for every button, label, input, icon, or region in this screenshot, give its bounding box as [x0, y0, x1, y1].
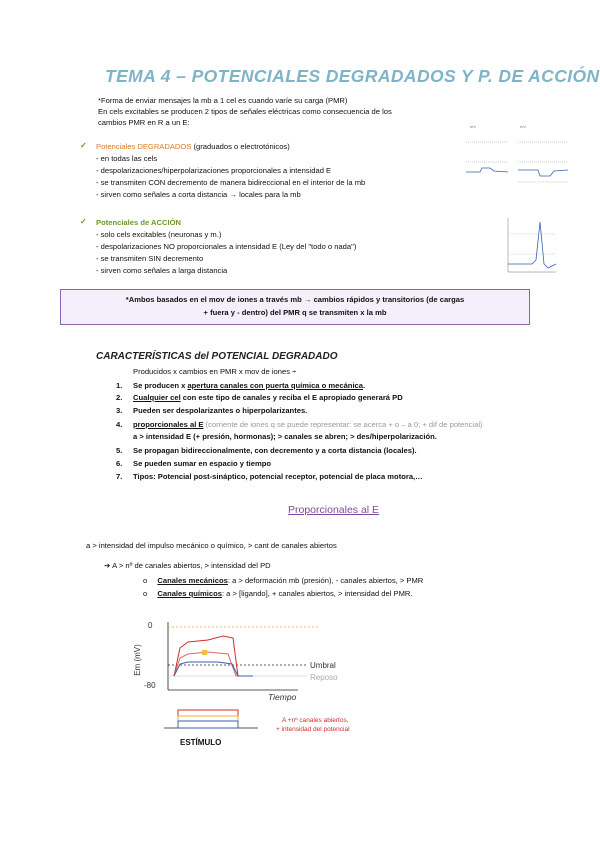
check-icon: ✓ — [80, 217, 87, 226]
list-item — [116, 459, 271, 469]
stimulus-label: ESTÍMULO — [180, 738, 222, 747]
list-text: Se propagan bidireccionalmente, con decremento y a corta distancia (locales). — [133, 446, 417, 455]
mechanical-label: Canales mecánicos — [157, 576, 228, 585]
arrow-icon: ➔ — [104, 561, 111, 570]
list-item: - se transmiten SIN decremento — [96, 254, 204, 263]
callout-line-2: + fuera y - dentro) del PMR q se transmiten x la mb — [203, 308, 387, 317]
intro-line-3: cambios PMR en R a un E: — [98, 118, 190, 127]
summary-callout — [60, 289, 530, 325]
bullet-mechanical — [143, 576, 423, 586]
list-item: - despolarizaciones/hiperpolarizaciones proporcionales a intensidad E — [96, 166, 332, 175]
graph-note-1: A +nº canales abiertos, — [282, 717, 349, 724]
list-number: 1. — [116, 381, 123, 390]
list-text: a > intensidad E (+ presión, hormonas); > canales se abren; > des/hiperpolarización. — [133, 432, 437, 441]
chemical-text: : a > [ligando], + canales abiertos, > intensidad del PMR. — [221, 589, 413, 598]
list-item: - sirven como señales a corta distancia → locales para la mb — [96, 190, 301, 199]
list-item: - solo cels excitables (neuronas y m.) — [96, 230, 222, 239]
threshold-label: Umbral — [310, 661, 336, 670]
degradados-heading-label: Potenciales DEGRADADOS — [96, 142, 192, 151]
list-item — [116, 381, 365, 391]
section-subtitle: Producidos x cambios en PMR x mov de iones ÷ — [133, 367, 297, 376]
list-item: - despolarizaciones NO proporcionales a intensidad E (Ley del "todo o nada") — [96, 242, 357, 251]
bullet-icon: o — [143, 589, 148, 598]
accion-heading: Potenciales de ACCIÓN — [96, 218, 181, 227]
list-item: - en todas las cels — [96, 154, 158, 163]
callout-line-1: *Ambos basados en el mov de iones a través mb → cambios rápidos y transitorios (de cargas — [125, 295, 465, 304]
list-item — [116, 432, 437, 442]
list-item — [116, 420, 483, 430]
y-tick-bottom: -80 — [144, 681, 156, 690]
list-text: Tipos: Potencial post-sináptico, potencial receptor, potencial de placa motora,… — [133, 472, 423, 481]
proportional-line-2-text: A > nº de canales abiertos, > intensidad del PD — [112, 561, 271, 570]
list-item — [116, 446, 417, 456]
y-tick-top: 0 — [148, 621, 153, 630]
graded-potential-mini-graphs — [458, 122, 576, 192]
degradados-heading — [96, 142, 290, 152]
list-item: - sirven como señales a larga distancia — [96, 266, 228, 275]
list-item — [116, 472, 423, 482]
list-item — [116, 406, 307, 416]
action-potential-mini-graph — [494, 214, 558, 276]
subsection-heading: Proporcionales al E — [288, 504, 380, 516]
list-underlined: Cualquier cel — [133, 393, 181, 402]
list-underlined: apertura canales con puerta química o mecánica — [187, 381, 364, 390]
list-text-suffix: . — [363, 381, 366, 390]
degradados-heading-suffix: (graduados o electrotónicos) — [191, 142, 290, 151]
list-text-suffix: con este tipo de canales y reciba el E apropiado generará PD — [180, 393, 403, 402]
bullet-chemical — [143, 589, 413, 599]
rest-label: Reposo — [310, 673, 338, 682]
list-number: 2. — [116, 393, 123, 402]
mini-axis-label: mV — [520, 124, 526, 129]
list-number: 7. — [116, 472, 123, 481]
list-item: - se transmiten CON decremento de manera bidireccional en el interior de la mb — [96, 178, 366, 187]
list-text: Se producen x — [133, 381, 188, 390]
y-axis-label: Em (mV) — [133, 644, 142, 676]
list-number: 4. — [116, 420, 123, 429]
mini-axis-label: mV — [470, 124, 476, 129]
list-number: 5. — [116, 446, 123, 455]
chemical-label: Canales químicos — [157, 589, 222, 598]
list-underlined: proporcionales al E — [133, 420, 204, 429]
list-note: (corriente de iones q se puede representar: se acerca + o – a 0; + dif de potencial) — [205, 420, 483, 429]
intro-line-2: En cels excitables se producen 2 tipos de señales eléctricas como consecuencia de los — [98, 107, 392, 116]
graph-note-2: + intensidad del potencial — [276, 726, 350, 733]
section-heading: CARACTERÍSTICAS del POTENCIAL DEGRADADO — [96, 351, 338, 362]
list-text: Se pueden sumar en espacio y tiempo — [133, 459, 271, 468]
x-axis-label: Tiempo — [268, 692, 297, 702]
list-number: 3. — [116, 406, 123, 415]
list-text: Pueden ser despolarizantes o hiperpolarizantes. — [133, 406, 308, 415]
mechanical-text: : a > deformación mb (presión), - canales abiertos, > PMR — [227, 576, 424, 585]
proportional-line-1: a > intensidad del impulso mecánico o químico, > cant de canales abiertos — [86, 541, 337, 550]
list-item — [116, 393, 403, 403]
page-title: TEMA 4 – POTENCIALES DEGRADADOS Y P. DE ACCIÓN — [105, 66, 600, 86]
bullet-icon: o — [143, 576, 148, 585]
list-number: 6. — [116, 459, 123, 468]
intro-line-1: *Forma de enviar mensajes la mb a 1 cel es cuando varíe su carga (PMR) — [98, 96, 348, 105]
proportional-line-2 — [104, 561, 271, 571]
check-icon: ✓ — [80, 141, 87, 150]
